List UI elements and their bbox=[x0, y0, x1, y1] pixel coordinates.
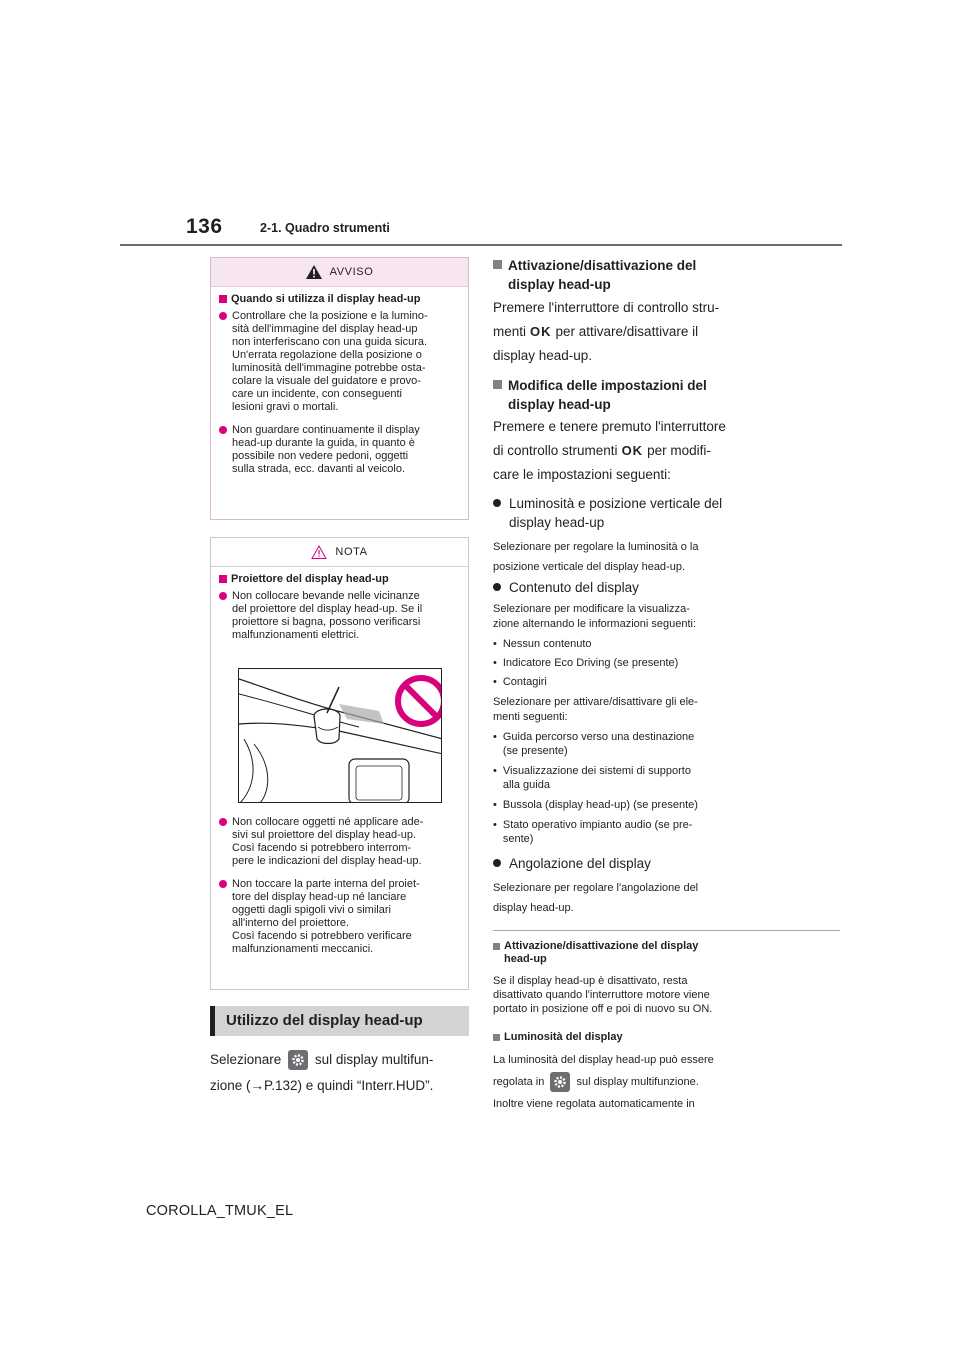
heading-settings: Modifica delle impostazioni del display head-up bbox=[493, 376, 753, 414]
list-item: • Guida percorso verso una destinazione (se presente) bbox=[493, 731, 695, 757]
note-heading-brightness: Luminosità del display bbox=[493, 1031, 753, 1044]
warning-box-title: AVVISO bbox=[329, 266, 374, 278]
notes-separator bbox=[493, 930, 840, 931]
list-item: • Nessun contenuto bbox=[493, 638, 592, 650]
note-box-title: NOTA bbox=[335, 546, 368, 558]
chapter-title: 2-1. Quadro strumenti bbox=[260, 221, 390, 235]
list-item: • Indicatore Eco Driving (se presente) bbox=[493, 657, 679, 669]
caution-triangle-icon bbox=[311, 545, 327, 559]
bullet-dot-icon bbox=[493, 859, 501, 867]
ok-button-symbol: OK bbox=[530, 324, 552, 339]
bullet-dot-icon bbox=[493, 583, 501, 591]
para-settings: Premere e tenere premuto l'interruttore di controllo strumenti OK per modifi- care le impostazioni seguenti: bbox=[493, 419, 726, 482]
bullet-content: Contenuto del display bbox=[493, 578, 753, 597]
note-toggle-text: Se il display head-up è disattivato, resta disattivato quando l'interruttore motore viene portato in posizione off e poi di nuovo su ON. bbox=[493, 975, 713, 1015]
square-bullet-icon bbox=[493, 260, 502, 269]
note-item: Non collocare bevande nelle vicinanze del proiettore del display head-up. Se il proiettore si bagna, possono verificarsi malfunzionamenti elettrici. bbox=[219, 590, 458, 642]
warning-box-header bbox=[211, 258, 468, 287]
note-item: Non toccare la parte interna del proiet- tore del display head-up né lanciare oggetti dagli spigoli vivi o similari all'interno del proiettore. Così facendo si potrebbero verificare malfunzionamenti meccanici. bbox=[219, 878, 458, 956]
square-bullet-icon bbox=[493, 380, 502, 389]
drink-near-projector-illustration bbox=[239, 669, 442, 803]
ok-button-symbol: OK bbox=[621, 443, 644, 458]
header-rule bbox=[120, 244, 842, 246]
round-bullet-icon bbox=[219, 880, 227, 888]
square-bullet-icon bbox=[219, 295, 227, 303]
bullet-angle: Angolazione del display bbox=[493, 854, 753, 873]
settings-gear-icon bbox=[550, 1072, 570, 1092]
list-item: • Contagiri bbox=[493, 676, 547, 688]
bullet-brightness-text: Selezionare per regolare la luminosità o la posizione verticale del display head-up. bbox=[493, 541, 699, 573]
square-bullet-icon bbox=[493, 1034, 500, 1041]
square-bullet-icon bbox=[493, 943, 500, 950]
warning-box bbox=[210, 257, 469, 520]
round-bullet-icon bbox=[219, 312, 227, 320]
list-item: • Visualizzazione dei sistemi di supporto alla guida bbox=[493, 765, 691, 791]
list-item: • Bussola (display head-up) (se presente) bbox=[493, 799, 698, 811]
content-list bbox=[493, 637, 753, 689]
list-item: • Stato operativo impianto audio (se pre- sente) bbox=[493, 819, 693, 845]
section-intro-line2: zione (→P.132) e quindi “Interr.HUD”. bbox=[210, 1078, 434, 1093]
content-list2 bbox=[493, 730, 753, 846]
heading-toggle-hud: Attivazione/disattivazione del display head-up bbox=[493, 256, 753, 294]
para-toggle: Premere l'interruttore di controllo stru- menti OK per attivare/disattivare il display head-up. bbox=[493, 300, 720, 363]
section-title: Utilizzo del display head-up bbox=[210, 1006, 469, 1036]
round-bullet-icon bbox=[219, 592, 227, 600]
square-bullet-icon bbox=[219, 575, 227, 583]
section-intro: Selezionare sul display multifun- bbox=[210, 1047, 433, 1072]
note-item: Non collocare oggetti né applicare ade- sivi sul proiettore del display head-up. Così facendo si potrebbero interrom- pere le indicazioni del display head-up. bbox=[219, 816, 458, 868]
note-box bbox=[210, 537, 469, 990]
warning-item: Controllare che la posizione e la lumino- sità dell'immagine del display head-up non interferiscano con una guida sicura. Un'errata regolazione della posizione o luminosità dell'immagine potrebbe osta- colare la visuale del guidatore e provo- care un incidente, con conseguenti lesioni gravi o mortali. bbox=[219, 310, 458, 414]
bullet-dot-icon bbox=[493, 499, 501, 507]
bullet-content-text: Selezionare per modificare la visualizza- zione alternando le informazioni seguenti: bbox=[493, 603, 697, 630]
round-bullet-icon bbox=[219, 426, 227, 434]
warning-triangle-icon bbox=[306, 265, 322, 279]
note-heading: Proiettore del display head-up bbox=[219, 573, 458, 585]
warning-heading: Quando si utilizza il display head-up bbox=[219, 293, 458, 305]
document-code: COROLLA_TMUK_EL bbox=[146, 1203, 294, 1219]
bullet-angle-text: Selezionare per regolare l'angolazione del display head-up. bbox=[493, 882, 699, 914]
settings-gear-icon bbox=[288, 1050, 308, 1070]
page-number: 136 bbox=[186, 215, 223, 238]
bullet-brightness: Luminosità e posizione verticale del display head-up bbox=[493, 494, 753, 532]
note-heading-toggle: Attivazione/disattivazione del display head-up bbox=[493, 940, 753, 966]
hud-projector-illustration bbox=[238, 668, 442, 803]
note-box-header bbox=[211, 538, 468, 567]
warning-item: Non guardare continuamente il display head-up durante la guida, in quanto è possibile non vedere pedoni, oggetti sulla strada, ecc. davanti al veicolo. bbox=[219, 424, 458, 476]
round-bullet-icon bbox=[219, 818, 227, 826]
bullet-content-text2: Selezionare per attivare/disattivare gli ele- menti seguenti: bbox=[493, 696, 698, 723]
note-brightness-text: La luminosità del display head-up può essere regolata in sul display multifunzione. Inoltre viene regolata automaticamente in bbox=[493, 1054, 714, 1110]
